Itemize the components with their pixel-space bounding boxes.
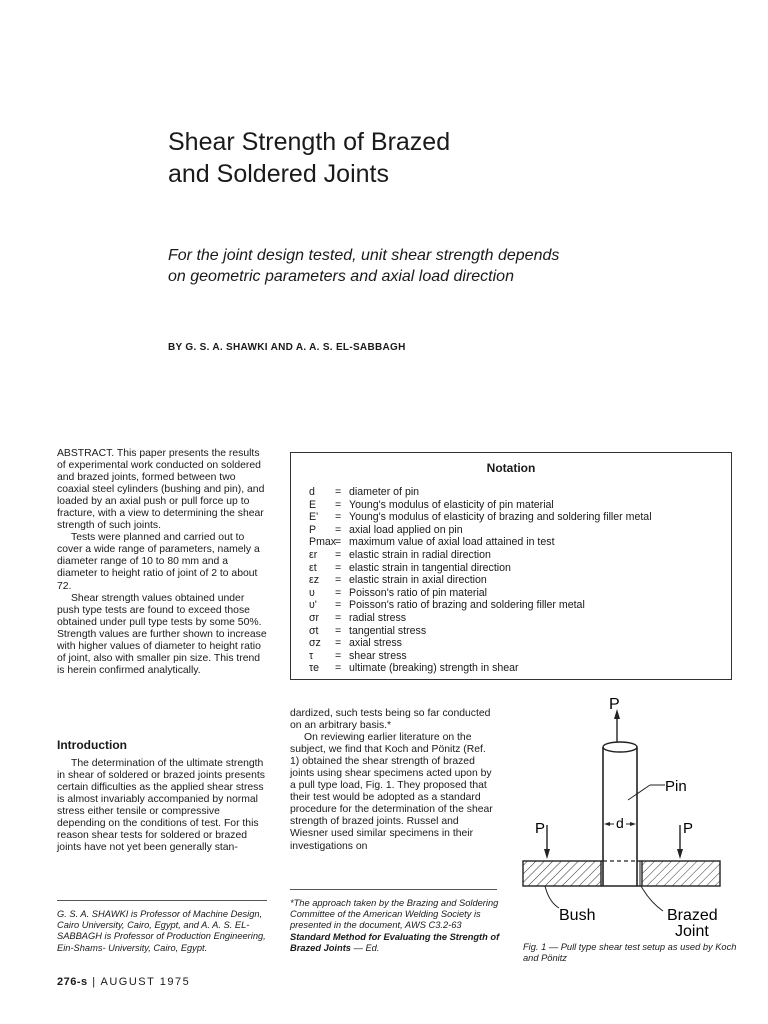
top-load-label: P: [609, 696, 620, 713]
notation-title: Notation: [486, 461, 536, 475]
notation-symbol: υ: [309, 586, 315, 599]
subtitle-line-2: on geometric parameters and axial load direction: [168, 268, 514, 285]
brazed-label: Brazed: [667, 907, 718, 924]
notation-list: [309, 486, 729, 675]
notation-symbol: εr: [309, 548, 318, 561]
notation-definition: ultimate (breaking) strength in shear: [349, 662, 519, 675]
subtitle-line-1: For the joint design tested, unit shear strength depends: [168, 247, 560, 264]
notation-row: [309, 574, 729, 587]
notation-definition: axial load applied on pin: [349, 523, 463, 536]
notation-equals: =: [335, 662, 342, 675]
figure-1-diagram: [515, 695, 745, 940]
right-load-arrowhead: [677, 849, 683, 859]
author-byline: BY G. S. A. SHAWKI AND A. A. S. EL-SABBAGH: [168, 342, 406, 353]
notation-equals: =: [335, 599, 342, 612]
pin-top: [603, 742, 637, 752]
notation-equals: =: [335, 523, 342, 536]
notation-row: [309, 662, 729, 675]
body-paragraph: dardized, such tests being so far conducted on an arbitrary basis.*: [290, 708, 491, 732]
notation-symbol: E': [309, 511, 319, 524]
notation-definition: tangential stress: [349, 624, 427, 637]
notation-definition: axial stress: [349, 637, 402, 650]
right-load-label: P: [683, 820, 694, 837]
notation-row: [309, 536, 729, 549]
footnote-standard-title: Standard Method for Evaluating the Strength of Brazed Joints: [290, 931, 500, 953]
notation-row: [309, 562, 729, 575]
author-affiliation: G. S. A. SHAWKI is Professor of Machine Design, Cairo University, Cairo, Egypt, and A. A. S. EL-SABBAGH is Professor of Production Engineering, Ein-Shams- University, Cairo, Egypt.: [57, 909, 266, 953]
abstract-paragraph: Shear strength values obtained under push type tests are found to exceed those obtained under pull type tests by some 50%. Strength values are further shown to increase with higher values of diameter to height ratio of joint, also with smaller pin size. This trend is herein confirmed analytically.: [57, 592, 267, 676]
bush-left: [523, 861, 601, 886]
column-2-text: [290, 708, 497, 853]
page-number: 276-s: [57, 976, 88, 988]
notation-definition: Poisson's ratio of pin material: [349, 586, 488, 599]
joint-leader-line: [641, 886, 663, 911]
footer-separator: |: [92, 976, 101, 988]
notation-symbol: υ': [309, 599, 317, 612]
bush-right: [642, 861, 720, 886]
notation-row: [309, 637, 729, 650]
abstract-paragraph: Tests were planned and carried out to cover a wide range of parameters, namely a diameter range of 10 to 80 mm and a diameter to height ratio of joint of 2 to about 72.: [57, 532, 260, 592]
notation-definition: radial stress: [349, 611, 407, 624]
notation-equals: =: [335, 637, 342, 650]
notation-row: [309, 524, 729, 537]
introduction-heading: Introduction: [57, 738, 127, 752]
notation-row: [309, 599, 729, 612]
notation-symbol: τ: [309, 649, 314, 662]
notation-equals: =: [335, 486, 342, 498]
paper-subtitle: [168, 245, 668, 287]
editor-footnote: [290, 898, 500, 954]
notation-definition: Young's modulus of elasticity of brazing and soldering filler metal: [349, 511, 652, 524]
notation-definition: shear stress: [349, 649, 407, 662]
notation-symbol: τe: [309, 662, 320, 675]
bush-label: Bush: [559, 907, 596, 924]
page-footer: [57, 976, 190, 988]
notation-equals: =: [335, 498, 342, 511]
notation-row: [309, 587, 729, 600]
notation-row: [309, 612, 729, 625]
notation-symbol: d: [309, 486, 315, 498]
joint-label: Joint: [675, 923, 709, 940]
notation-row: [309, 486, 729, 499]
notation-symbol: σr: [309, 611, 320, 624]
footnote-divider: [290, 889, 497, 890]
notation-row: [309, 625, 729, 638]
notation-row: [309, 650, 729, 663]
notation-symbol: εz: [309, 574, 320, 587]
notation-equals: =: [335, 561, 342, 574]
introduction-text: The determination of the ultimate strength in shear of soldered or brazed joints presents certain difficulties as the applied shear stress is almost invariably accompanied by normal stress either tensile or compressive depending on the conditions of test. For this reason shear tests for soldered or brazed joints have not yet been generally stan-: [57, 758, 265, 854]
notation-definition: Poisson's ratio of brazing and soldering filler metal: [349, 599, 585, 612]
notation-symbol: Pmax: [309, 536, 337, 549]
title-line-2: and Soldered Joints: [168, 160, 389, 188]
notation-definition: elastic strain in axial direction: [349, 574, 487, 587]
notation-symbol: E: [309, 498, 317, 511]
notation-equals: =: [335, 624, 342, 637]
notation-symbol: εt: [309, 561, 317, 574]
notation-row: [309, 499, 729, 512]
abstract: [57, 448, 267, 677]
bush-leader-line: [545, 886, 559, 908]
notation-equals: =: [335, 548, 342, 561]
notation-equals: =: [335, 611, 342, 624]
notation-box: [290, 452, 732, 680]
notation-symbol: σz: [309, 637, 321, 650]
notation-equals: =: [335, 511, 342, 524]
notation-definition: elastic strain in tangential direction: [349, 561, 511, 574]
notation-definition: diameter of pin: [349, 486, 420, 498]
diameter-label: d: [616, 815, 624, 831]
figure-1-caption: Fig. 1 — Pull type shear test setup as used by Koch and Pönitz: [523, 942, 737, 964]
left-load-arrowhead: [544, 849, 550, 859]
paper-title: [168, 126, 648, 190]
notation-definition: elastic strain in radial direction: [349, 548, 491, 561]
left-load-label: P: [535, 820, 546, 837]
affiliation-divider: [57, 900, 267, 901]
notation-equals: =: [335, 574, 342, 587]
notation-row: [309, 549, 729, 562]
notation-definition: maximum value of axial load attained in test: [349, 536, 555, 549]
notation-symbol: σt: [309, 624, 319, 637]
issue-date: AUGUST 1975: [100, 976, 191, 988]
notation-equals: =: [335, 649, 342, 662]
pin-leader-line: [628, 785, 650, 800]
footnote-end: — Ed.: [353, 942, 380, 953]
footnote-text: *The approach taken by the Brazing and Soldering Committee of the American Welding Society is presented in the document, AWS C3.2-63: [290, 898, 499, 931]
notation-definition: Young's modulus of elasticity of pin material: [349, 498, 554, 511]
abstract-paragraph: ABSTRACT. This paper presents the results of experimental work conducted on soldered and brazed joints, formed between two coaxial steel cylinders (bushing and pin), and loaded by an axial push or pull force up to fracture, with a view to determining the shear strength of such joints.: [57, 448, 265, 532]
notation-row: [309, 511, 729, 524]
title-line-1: Shear Strength of Brazed: [168, 128, 451, 156]
notation-equals: =: [335, 586, 342, 599]
pin-label: Pin: [665, 778, 687, 795]
notation-equals: =: [335, 536, 342, 549]
body-paragraph: On reviewing earlier literature on the subject, we find that Koch and Pönitz (Ref. 1) obtained the shear strength of brazed joints using shear specimens acted upon by a pull type load, Fig. 1. They proposed that their test would be adopted as a standard procedure for the determination of the shear strength of brazed joints. Russel and Wiesner used similar specimens in their investigations on: [290, 732, 493, 852]
notation-symbol: P: [309, 523, 317, 536]
